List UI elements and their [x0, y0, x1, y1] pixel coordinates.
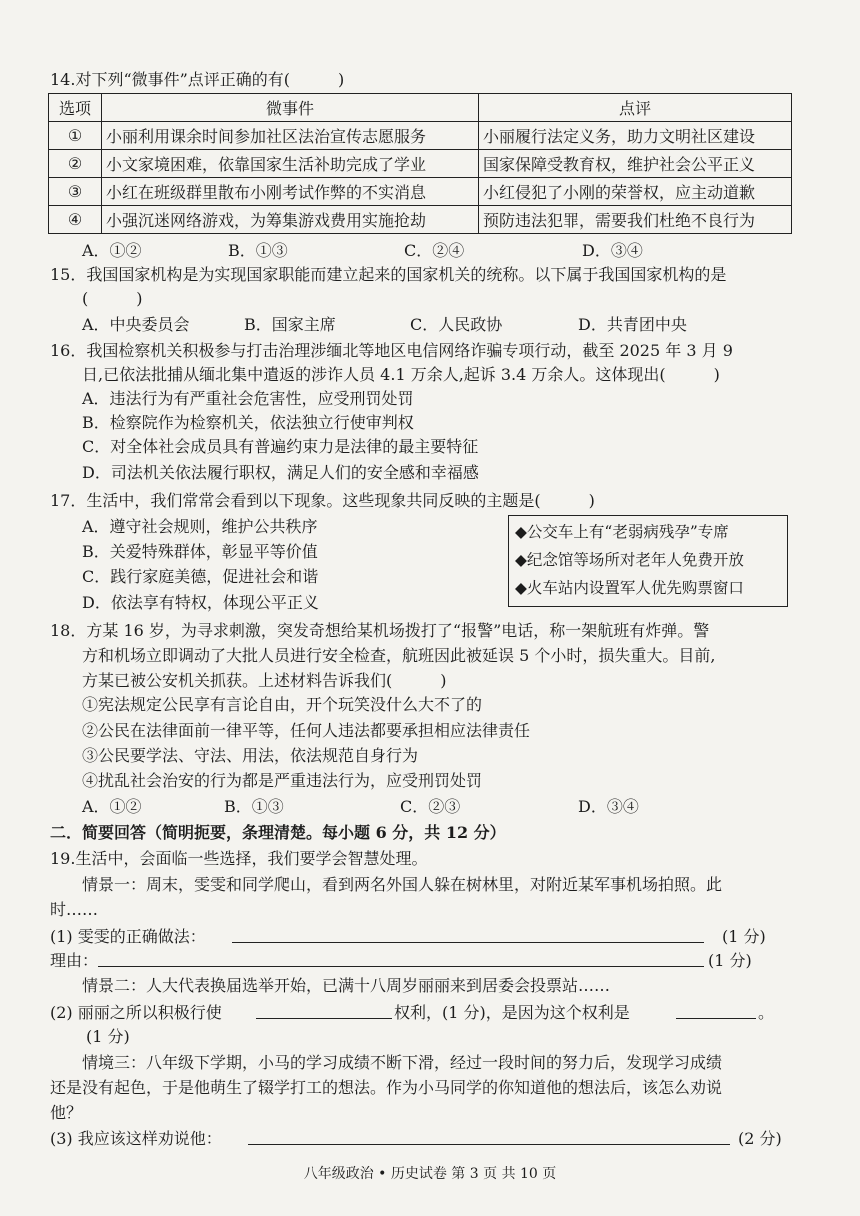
q16-option-c[interactable]: C．对全体社会成员具有普遍约束力是法律的最主要特征: [82, 437, 479, 456]
row-event: 小强沉迷网络游戏，为筹集游戏费用实施抢劫: [102, 206, 479, 234]
q19-sub1-label: (1) 雯雯的正确做法：: [50, 927, 206, 946]
q19-sub2-part1: (2) 丽丽之所以积极行使: [50, 1003, 222, 1022]
q14-option-d[interactable]: D．③④: [582, 241, 643, 260]
q19-scene1-line1: 情景一：周末，雯雯和同学爬山，看到两名外国人躲在树林里，对附近某军事机场拍照。此: [82, 875, 723, 894]
q19-sub2-end: 。: [758, 1003, 775, 1022]
row-comment: 小红侵犯了小刚的荣誉权，应主动道歉: [479, 178, 792, 206]
q19-scene3-line3: 他？: [50, 1103, 83, 1122]
q19-reason-answer-blank[interactable]: [98, 948, 704, 967]
q18-option-d[interactable]: D．③④: [578, 797, 639, 816]
q16-stem-line1: 16．我国检察机关积极参与打击治理涉缅北等地区电信网络诈骗专项行动，截至 2025 年 3 月 9: [50, 341, 733, 360]
q18-item-4: ④扰乱社会治安的行为都是严重违法行为，应受刑罚处罚: [82, 771, 483, 790]
q18-stem-line1: 18．方某 16 岁，为寻求刺激，突发奇想给某机场拨打了“报警”电话，称一架航班有炸弹。警: [50, 621, 710, 640]
q18-stem-line3: 方某已被公安机关抓获。上述材料告诉我们( ): [82, 671, 447, 690]
q18-stem-line2: 方和机场立即调动了大批人员进行安全检查，航班因此被延误 5 个小时，损失重大。目前,: [82, 646, 716, 665]
row-number: ③: [49, 178, 102, 206]
q15-stem-line1: 15．我国国家机构是为实现国家职能而建立起来的国家机关的统称。以下属于我国国家机构的是: [50, 265, 727, 284]
header-option: 选项: [49, 94, 102, 122]
q14-table: [48, 93, 792, 234]
q15-option-d[interactable]: D．共青团中央: [578, 315, 687, 334]
table-header-row: [49, 94, 792, 122]
row-number: ④: [49, 206, 102, 234]
row-comment: 小丽履行法定义务，助力文明社区建设: [479, 122, 792, 150]
row-number: ②: [49, 150, 102, 178]
q19-reason-label: 理由：: [50, 951, 99, 970]
q19-stem: 19.生活中，会面临一些选择，我们要学会智慧处理。: [50, 849, 428, 868]
q19-scene2: 情景二：人大代表换届选举开始，已满十八周岁丽丽来到居委会投票站……: [82, 976, 611, 995]
q19-reason-score: (1 分): [708, 951, 752, 970]
q18-option-b[interactable]: B．①③: [224, 797, 284, 816]
q19-scene3-line1: 情境三：八年级下学期，小马的学习成绩不断下滑，经过一段时间的努力后，发现学习成绩: [82, 1053, 723, 1072]
q17-option-a[interactable]: A．遵守社会规则，维护公共秩序: [82, 517, 318, 536]
page-footer: 八年级政治 • 历史试卷 第 3 页 共 10 页: [303, 1166, 557, 1182]
q16-option-a[interactable]: A．违法行为有严重社会危害性，应受刑罚处罚: [82, 389, 414, 408]
table-row: [49, 178, 792, 206]
q19-sub2-score: (1 分): [86, 1027, 130, 1046]
table-row: [49, 122, 792, 150]
row-event: 小红在班级群里散布小刚考试作弊的不实消息: [102, 178, 479, 206]
q14-option-a[interactable]: A．①②: [82, 241, 142, 260]
header-event: 微事件: [102, 94, 479, 122]
row-comment: 预防违法犯罪，需要我们杜绝不良行为: [479, 206, 792, 234]
q15-stem-line2: ( ): [82, 289, 143, 308]
table-row: [49, 150, 792, 178]
q15-option-b[interactable]: B．国家主席: [244, 315, 336, 334]
q17-option-b[interactable]: B．关爱特殊群体，彰显平等价值: [82, 542, 318, 561]
q17-option-c[interactable]: C．践行家庭美德，促进社会和谐: [82, 567, 319, 586]
row-comment: 国家保障受教育权，维护社会公平正义: [479, 150, 792, 178]
q19-sub2-reason-blank[interactable]: [676, 1000, 756, 1019]
q19-sub3-answer-blank[interactable]: [248, 1126, 730, 1145]
phenomenon-item: ◆公交车上有“老弱病残孕”专席: [515, 523, 729, 541]
q19-scene1-line2: 时……: [50, 900, 99, 919]
q17-phenomena-box: [508, 515, 788, 607]
q18-option-c[interactable]: C．②③: [400, 797, 461, 816]
section-heading: 二．简要回答（简明扼要，条理清楚。每小题 6 分，共 12 分）: [50, 823, 506, 842]
q15-option-c[interactable]: C．人民政协: [410, 315, 503, 334]
table-row: [49, 206, 792, 234]
row-number: ①: [49, 122, 102, 150]
row-event: 小文家境困难，依靠国家生活补助完成了学业: [102, 150, 479, 178]
q17-stem: 17．生活中，我们常常会看到以下现象。这些现象共同反映的主题是( ): [50, 491, 595, 510]
q19-sub1-answer-blank[interactable]: [232, 924, 704, 943]
q19-sub2-right-blank[interactable]: [256, 1000, 392, 1019]
q16-option-d[interactable]: D．司法机关依法履行职权，满足人们的安全感和幸福感: [82, 463, 479, 482]
q18-item-3: ③公民要学法、守法、用法，依法规范自身行为: [82, 746, 419, 765]
q18-item-2: ②公民在法律面前一律平等，任何人违法都要承担相应法律责任: [82, 721, 531, 740]
row-event: 小丽利用课余时间参加社区法治宣传志愿服务: [102, 122, 479, 150]
q15-option-a[interactable]: A．中央委员会: [82, 315, 190, 334]
q17-option-d[interactable]: D．依法享有特权，体现公平正义: [82, 593, 319, 612]
header-comment: 点评: [479, 94, 792, 122]
q19-sub2-part2: 权利，(1 分)，是因为这个权利是: [394, 1003, 630, 1022]
q19-scene3-line2: 还是没有起色，于是他萌生了辍学打工的想法。作为小马同学的你知道他的想法后，该怎么劝说: [50, 1078, 723, 1097]
q16-option-b[interactable]: B．检察院作为检察机关，依法独立行使审判权: [82, 413, 414, 432]
q14-option-b[interactable]: B．①③: [228, 241, 288, 260]
phenomenon-item: ◆火车站内设置军人优先购票窗口: [515, 579, 744, 597]
q18-option-a[interactable]: A．①②: [82, 797, 142, 816]
q19-sub1-score: (1 分): [722, 927, 766, 946]
q14-stem: 14.对下列“微事件”点评正确的有( ): [50, 70, 345, 89]
q18-item-1: ①宪法规定公民享有言论自由，开个玩笑没什么大不了的: [82, 695, 483, 714]
q19-sub3-score: (2 分): [738, 1129, 782, 1148]
q14-option-c[interactable]: C．②④: [404, 241, 465, 260]
q16-stem-line2: 日,已依法批捕从缅北集中遣返的涉诈人员 4.1 万余人,起诉 3.4 万余人。这体现出( ): [82, 365, 720, 384]
q19-sub3-label: (3) 我应该这样劝说他：: [50, 1129, 222, 1148]
phenomenon-item: ◆纪念馆等场所对老年人免费开放: [515, 551, 744, 569]
